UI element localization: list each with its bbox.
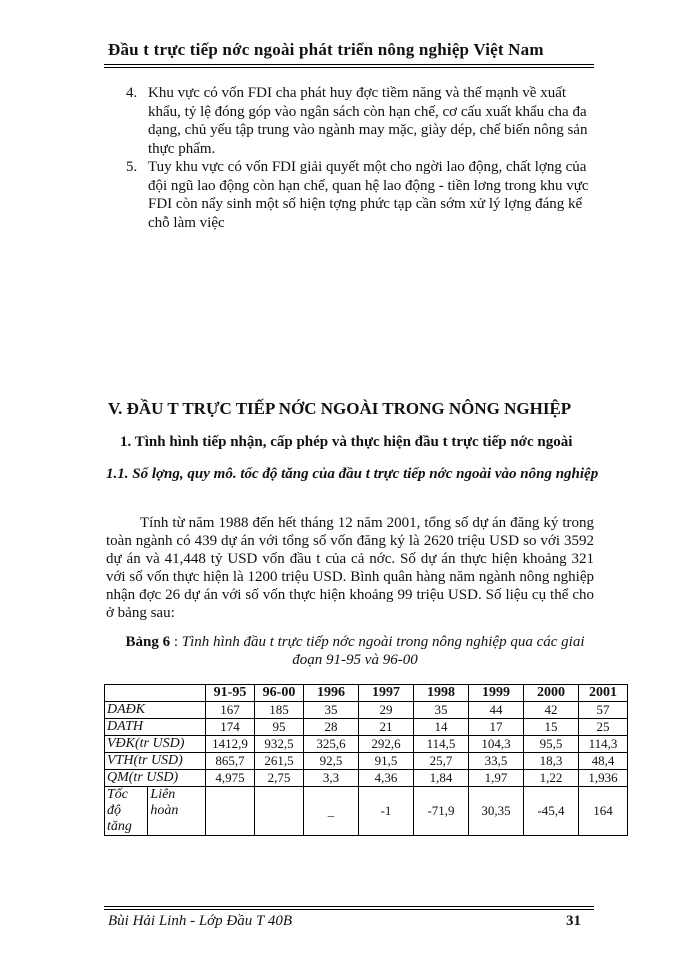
row-label-chain: Liên hoàn bbox=[148, 787, 206, 836]
table-cell: 95 bbox=[255, 719, 304, 736]
table-cell: 104,3 bbox=[469, 736, 524, 753]
list-item-number: 4. bbox=[126, 85, 138, 101]
list-item-text: Tuy khu vực có vốn FDI giải quyết một cho ngời lao động, chất lợng của đội ngũ lao động còn hạn chế, quan hệ lao động - tiền lơng trong khu vực FDI còn nẩy sinh một số hiện tợng phức tạp cần sớm xử lý lợng đáng kể chỗ làm việc bbox=[148, 159, 589, 231]
caption-separator: : bbox=[170, 634, 182, 650]
numbered-list bbox=[126, 84, 596, 232]
table-row bbox=[105, 702, 628, 719]
footer-divider bbox=[104, 909, 594, 910]
header-divider bbox=[104, 64, 594, 65]
table-cell: 4,36 bbox=[359, 770, 414, 787]
list-item-text: Khu vực có vốn FDI cha phát huy đợc tiềm năng và thế mạnh về xuất khẩu, tỷ lệ đóng góp vào ngân sách còn hạn chế, cơ cấu xuất khẩu cha đa dạng, chủ yếu tập trung vào ngành may mặc, giày dép, chế biến nông sản thực phẩm. bbox=[148, 85, 588, 157]
table-cell: 57 bbox=[579, 702, 628, 719]
table-cell: 292,6 bbox=[359, 736, 414, 753]
table-cell: 92,5 bbox=[304, 753, 359, 770]
table-row bbox=[105, 770, 628, 787]
table-cell: 28 bbox=[304, 719, 359, 736]
table-cell: 48,4 bbox=[579, 753, 628, 770]
table-cell: 33,5 bbox=[469, 753, 524, 770]
row-label: VTH(tr USD) bbox=[105, 753, 206, 770]
table-row bbox=[105, 736, 628, 753]
header-cell: 2001 bbox=[579, 685, 628, 702]
table-cell: 3,3 bbox=[304, 770, 359, 787]
table-cell: 15 bbox=[524, 719, 579, 736]
row-label: QM(tr USD) bbox=[105, 770, 206, 787]
list-item-number: 5. bbox=[126, 159, 138, 175]
table-cell: 30,35 bbox=[469, 787, 524, 836]
table-cell: 4,975 bbox=[206, 770, 255, 787]
footer-author: Bùi Hải Linh - Lớp Đầu T 40B bbox=[108, 913, 292, 929]
table-cell: 174 bbox=[206, 719, 255, 736]
header-cell: 1997 bbox=[359, 685, 414, 702]
body-paragraph: Tính từ năm 1988 đến hết tháng 12 năm 2001, tổng số dự án đăng ký trong toàn ngành có 439 dự án với tổng số vốn đăng ký là 2620 triệu USD so với 3592 dự án và 41,448 tỷ USD vốn đầu t của cả nớc. Số dự án thực hiện khoảng 321 với số vốn thực hiện là 1200 triệu USD. Bình quân hàng năm ngành nông nghiệp nhận đợc 26 dự án với số vốn thực hiện khoảng 99 triệu USD. Số liệu cụ thể cho ở bảng sau: bbox=[106, 515, 594, 621]
table-row-growth bbox=[105, 787, 628, 836]
table-cell: 17 bbox=[469, 719, 524, 736]
header-cell: 1996 bbox=[304, 685, 359, 702]
table-cell: 29 bbox=[359, 702, 414, 719]
table-cell: 35 bbox=[414, 702, 469, 719]
table-cell: 167 bbox=[206, 702, 255, 719]
table-cell: 114,5 bbox=[414, 736, 469, 753]
table-cell: 1,936 bbox=[579, 770, 628, 787]
table-cell: -45,4 bbox=[524, 787, 579, 836]
table-cell: 164 bbox=[579, 787, 628, 836]
table-cell: 932,5 bbox=[255, 736, 304, 753]
header-empty-cell bbox=[105, 685, 206, 702]
table-cell: 865,7 bbox=[206, 753, 255, 770]
table-cell: _ bbox=[304, 787, 359, 836]
table-cell: 91,5 bbox=[359, 753, 414, 770]
table-cell: 95,5 bbox=[524, 736, 579, 753]
caption-label: Bảng 6 bbox=[125, 634, 171, 650]
header-divider-thin bbox=[104, 67, 594, 68]
subsection-heading: 1. Tình hình tiếp nhận, cấp phép và thực hiện đầu t trực tiếp nớc ngoài bbox=[120, 434, 573, 450]
table-cell: 185 bbox=[255, 702, 304, 719]
table-cell: 25,7 bbox=[414, 753, 469, 770]
table-cell: 1,84 bbox=[414, 770, 469, 787]
row-label: DAĐK bbox=[105, 702, 206, 719]
header-cell: 91-95 bbox=[206, 685, 255, 702]
table-header-row bbox=[105, 685, 628, 702]
table-cell: -1 bbox=[359, 787, 414, 836]
table-cell: 35 bbox=[304, 702, 359, 719]
row-label: DATH bbox=[105, 719, 206, 736]
table-cell: 25 bbox=[579, 719, 628, 736]
row-label: VĐK(tr USD) bbox=[105, 736, 206, 753]
table-cell: 18,3 bbox=[524, 753, 579, 770]
table-cell: -71,9 bbox=[414, 787, 469, 836]
table-caption bbox=[110, 633, 600, 669]
page-header-title: Đầu t trực tiếp nớc ngoài phát triển nông nghiệp Việt Nam bbox=[108, 40, 544, 59]
fdi-table bbox=[104, 684, 628, 836]
table-cell: 114,3 bbox=[579, 736, 628, 753]
caption-text: Tình hình đầu t trực tiếp nớc ngoài trong nông nghiệp qua các giai đoạn 91-95 và 96-00 bbox=[181, 634, 585, 668]
table-row bbox=[105, 719, 628, 736]
table-cell: 42 bbox=[524, 702, 579, 719]
table-cell bbox=[206, 787, 255, 836]
footer-divider-thin bbox=[104, 906, 594, 907]
page-number: 31 bbox=[566, 913, 581, 929]
table-cell: 2,75 bbox=[255, 770, 304, 787]
header-cell: 96-00 bbox=[255, 685, 304, 702]
table-row bbox=[105, 753, 628, 770]
header-cell: 2000 bbox=[524, 685, 579, 702]
row-label-growth: Tốc độ tăng bbox=[105, 787, 148, 836]
table-cell: 14 bbox=[414, 719, 469, 736]
header-cell: 1998 bbox=[414, 685, 469, 702]
list-item bbox=[126, 158, 596, 232]
section-heading: V. ĐẦU T TRỰC TIẾP NỚC NGOÀI TRONG NÔNG NGHIỆP bbox=[108, 399, 572, 418]
table-cell: 1412,9 bbox=[206, 736, 255, 753]
table-cell: 1,97 bbox=[469, 770, 524, 787]
list-item bbox=[126, 84, 596, 158]
table-cell: 44 bbox=[469, 702, 524, 719]
table-cell: 21 bbox=[359, 719, 414, 736]
subsubsection-heading: 1.1. Số lợng, quy mô. tốc độ tăng của đầu t trực tiếp nớc ngoài vào nông nghiệp bbox=[106, 466, 599, 482]
table-cell bbox=[255, 787, 304, 836]
header-cell: 1999 bbox=[469, 685, 524, 702]
table-cell: 325,6 bbox=[304, 736, 359, 753]
table-cell: 261,5 bbox=[255, 753, 304, 770]
table-cell: 1,22 bbox=[524, 770, 579, 787]
